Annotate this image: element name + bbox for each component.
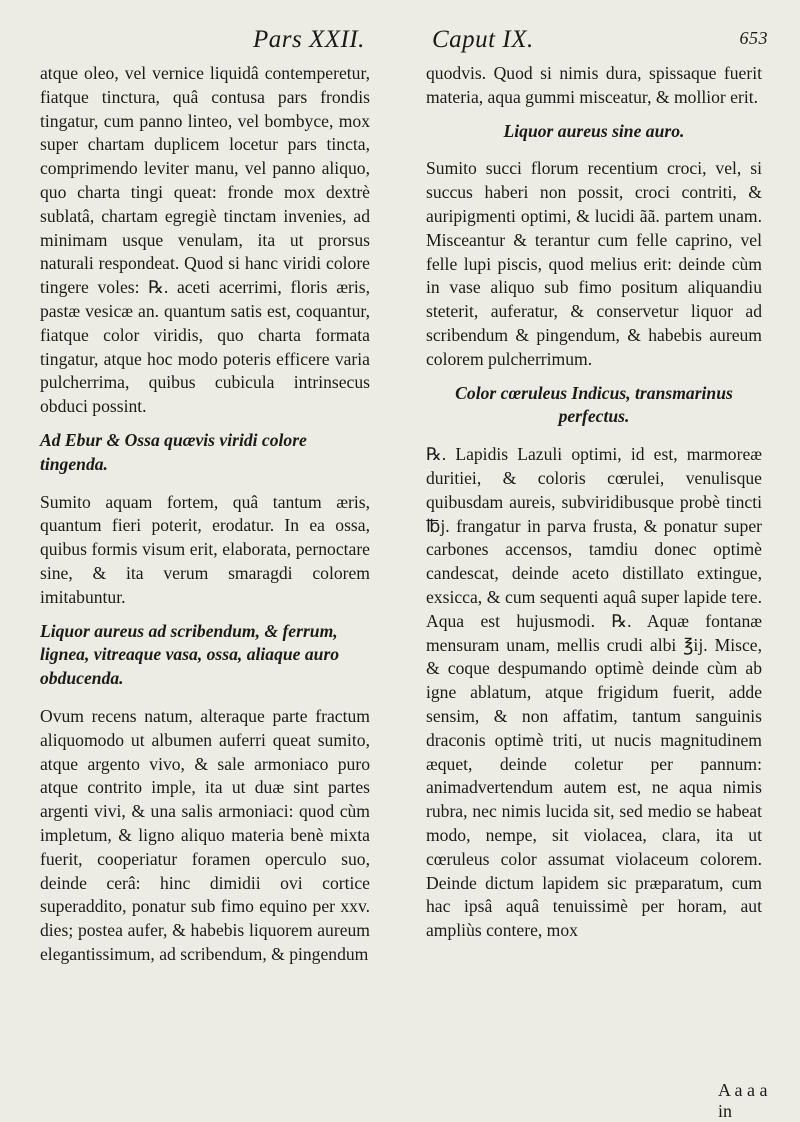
section-heading: Color cœruleus Indicus, transmarinus perfectus. (455, 382, 733, 427)
page-number: 653 (739, 28, 768, 48)
section-heading: Ad Ebur & Ossa quævis viridi colore tingenda. (40, 429, 307, 474)
paragraph: Ovum recens natum, alteraque parte fractum aliquomodo ut albumen auferri queat sumito, atque argento vivo, & sale armoniaco puro atque contrito imple, ita ut duæ sint partes argenti vivi, & una salis armoniaci: quod cùm impletum, & ligno aliquo materia benè mixta fuerit, cooperiatur foramen operculo suo, deinde cerâ: hinc dimidii ovi cortice superaddito, ponatur sub fimo equino per xxv. dies; postea aufer, & habebis liquorem aureum elegantissimum, ad scribendum, & pingendum (40, 705, 370, 964)
paragraph: atque oleo, vel vernice liquidâ contemperetur, fiatque tinctura, quâ contusa pars frondis tingatur, cum panno linteo, vel bombyce, mox super chartam duplicem locetur pars tincta, comprimendo leviter manu, vel panno aliquo, quo charta tingi queat: fronde mox dextrè sublatâ, chartam egregiè tinctam invenies, ad minimam usque venulam, ita ut prorsus naturali respondeat. Quod si hanc viridi colore tingere voles: ℞. aceti acerrimi, floris æris, pastæ vesicæ an. quantum satis est, coquantur, fiatque color viridis, quo charta formata tingatur, atque hoc modo poteris efficere varia pulcherrima, quibus cubicula intrinsecus obduci possint. (40, 63, 370, 417)
header-chapter: Caput IX. (432, 26, 534, 53)
section-heading: Liquor aureus ad scribendum, & ferrum, lignea, vitreaque vasa, ossa, aliaque auro obducenda. (40, 620, 340, 689)
catchword-line (690, 1080, 800, 1122)
signature-mark: A a a a (718, 1080, 768, 1100)
section-heading: Liquor aureus sine auro. (503, 120, 685, 141)
paragraph: Sumito aquam fortem, quâ tantum æris, quantum fieri poterit, erodatur. In ea ossa, quibus formis visum erit, elaborata, pernoctare sine, & ita verum smaragdi colorem imitabuntur. (40, 491, 370, 607)
paragraph: ℞. Lapidis Lazuli optimi, id est, marmoreæ duritiei, & coloris cœrulei, venulisque quibusdam aureis, subviridibusque probè tincti ℔j. frangatur in parva frusta, & ponatur super carbones accensos, tamdiu donec optimè candescat, deinde aceto distillato extingue, exsicca, & cum sequenti aquâ super lapide tere. Aqua est hujusmodi. ℞. Aquæ fontanæ mensuram unam, mellis crudi albi ℥ij. Misce, & coque despumando optimè deinde cùm ab igne ablatum, atque frigidum fuerit, adde sensim, & non affatim, tantum sanguinis draconis optimè triti, ut nucis magnitudinem æquet, deinde coletur per pannum: animadvertendum autem est, ne aqua nimis rubra, nec nimis lucida sit, sed medio se habeat modo, nempe, sit violacea, clara, ita ut cœruleus color assumat violaceum colorem. Deinde dictum lapidem sic præparatum, cum hac ipsâ aquâ tenuissimè per horam, aut ampliùs contere, mox (426, 444, 762, 941)
running-header (0, 6, 800, 66)
catchword: in (718, 1101, 733, 1121)
left-column (40, 62, 370, 967)
paragraph: Sumito succi florum recentium croci, vel, si succus haberi non possit, croci contriti, & auripigmenti optimi, & lucidi ãã. partem unam. Misceantur & terantur cum felle caprino, vel felle lupi piscis, quod melius erit: deinde cùm in vase aliquo sub fimo positum aliquandiu steterit, auferatur, & conservetur liquor ad scribendum & pingendum, & habebis aureum colorem pulcherrimum. (426, 158, 762, 369)
right-column (426, 62, 762, 943)
header-part: Pars XXII. (253, 26, 365, 53)
paragraph: quodvis. Quod si nimis dura, spissaque fuerit materia, aqua gummi misceatur, & mollior erit. (426, 63, 762, 107)
